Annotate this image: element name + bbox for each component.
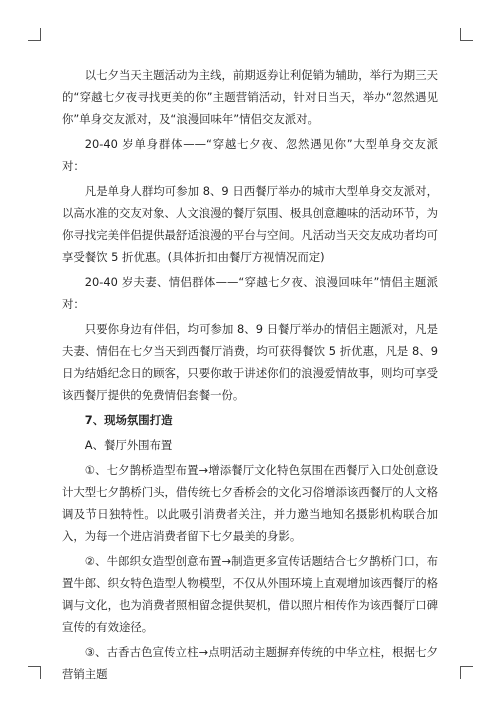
paragraph-item-1: ①、七夕鹊桥造型布置→增添餐厅文化特色氛围在西餐厅入口处创意设计大型七夕鹊桥门头，借传统七夕香桥会的文化习俗增添该西餐厅的人文格调及节日独特性。以此吸引消费者关注，并力邀当地知名摄影机构联合加入，为每一个进店消费者留下七夕最美的身影。 (62, 463, 438, 543)
section-heading-atmosphere: 7、现场氛围打造 (84, 413, 173, 427)
paragraph-item-3: ③、古香古色宣传立柱→点明活动主题摒弃传统的中华立柱，根据七夕营销主题 (62, 645, 438, 681)
paragraph-couples-body: 只要你身边有伴侣，均可参加 8、9 日餐厅举办的情侣主题派对，凡是夫妻、情侣在七夕当天到西餐厅消费，均可获得餐饮 5 折优惠，凡是 8、9 日为结婚纪念日的顾客，只要你敢于讲述你们的浪漫爱情故事，则均可享受该西餐厅提供的免费情侣套餐一份。 (62, 322, 438, 402)
subsection-heading-exterior: A、餐厅外围布置 (84, 438, 173, 452)
crop-mark-bottom-left (28, 666, 41, 679)
crop-mark-top-right (460, 28, 473, 41)
paragraph-item-2: ②、牛郎织女造型创意布置→制造更多宣传话题结合七夕鹊桥门口，布置牛郎、织女特色造型人物模型，不仅从外围环境上直观增加该西餐厅的格调与文化，也为消费者照相留念提供契机，借以照片相传作为该西餐厅口碑宣传的有效途径。 (62, 554, 438, 634)
paragraph-intro: 以七夕当天主题活动为主线，前期返券让利促销为辅助，举行为期三天的“穿越七夕夜寻找更美的你”主题营销活动，针对日当天，举办“忽然遇见你”单身交友派对，及“浪漫回味年”情侣交友派对。 (62, 68, 438, 126)
crop-mark-top-left (28, 28, 41, 41)
paragraph-couples-heading: 20-40 岁夫妻、情侣群体——“穿越七夕夜、浪漫回味年”情侣主题派对： (62, 275, 438, 311)
crop-mark-bottom-right (460, 666, 473, 679)
paragraph-singles-heading: 20-40 岁单身群体——“穿越七夕夜、忽然遇见你”大型单身交友派对： (62, 137, 438, 173)
paragraph-singles-body: 凡是单身人群均可参加 8、9 日西餐厅举办的城市大型单身交友派对，以高水准的交友对象、人文浪漫的餐厅氛围、极具创意趣味的活动环节，为你寻找完美伴侣提供最舒适浪漫的平台与空间。凡活动当天交友成功者均可享受餐饮 5 折优惠。(具体折扣由餐厅方视情况而定) (62, 184, 438, 264)
document-body (62, 64, 438, 685)
